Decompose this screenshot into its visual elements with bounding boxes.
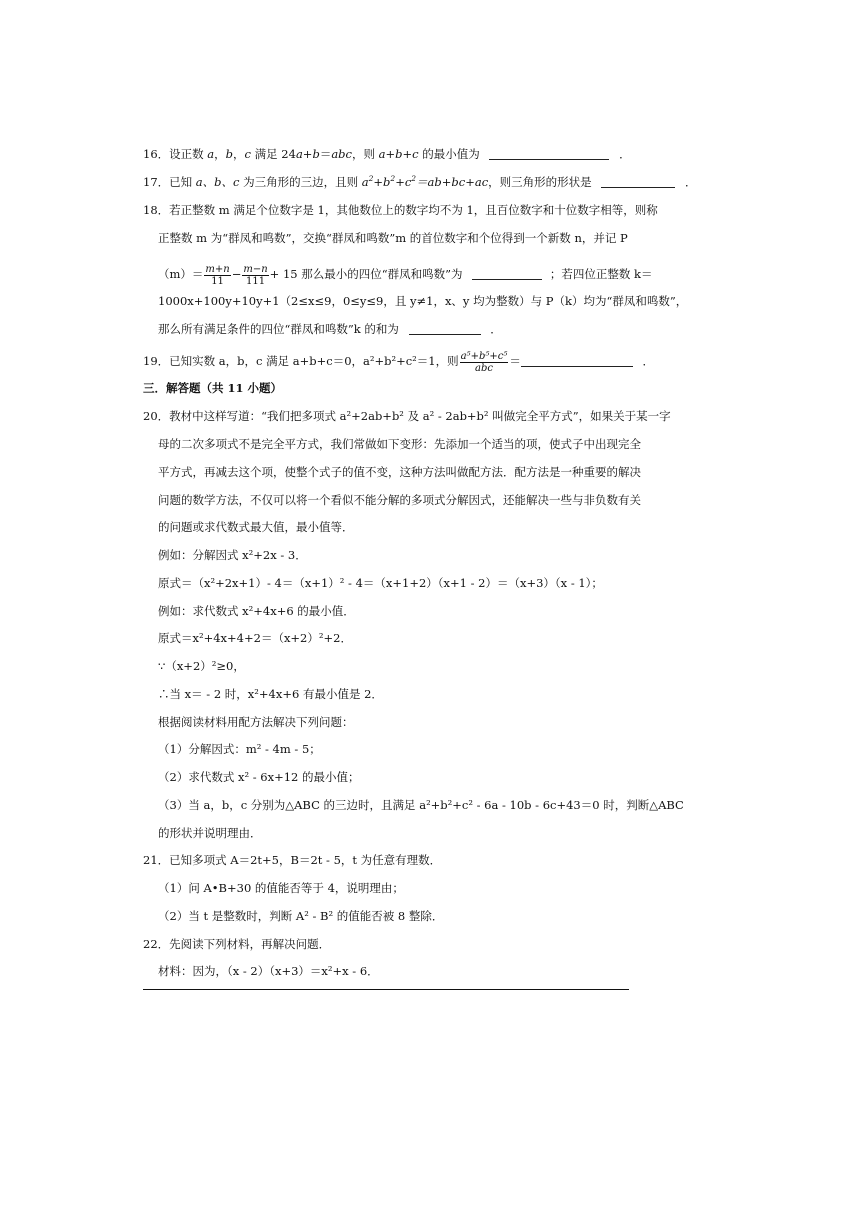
question-number: 18． (143, 203, 170, 217)
q16-text: 的最小值为 (418, 147, 480, 161)
question-20-line2: 母的二次多项式不是完全平方式，我们常做如下变形：先添加一个适当的项，使式子中出现完全 (158, 437, 641, 451)
question-20-line1 (143, 408, 671, 424)
var-c: c (412, 147, 419, 161)
q17-text: ，则三角形的形状是 (488, 175, 592, 189)
q16-text: 满足 24 (250, 147, 296, 161)
q18-end: ． (490, 322, 502, 336)
question-17 (143, 174, 696, 190)
q19-text: 已知实数 a，b，c 满足 a+b+c＝0，a²+b²+c²＝1，则 (169, 354, 459, 368)
question-18-line3 (158, 259, 652, 289)
question-19 (143, 346, 654, 376)
subquestion-2: （2）求代数式 x² - 6x+12 的最小值； (158, 770, 360, 784)
question-number: 16． (143, 147, 170, 161)
q18-text: − (231, 267, 242, 281)
fraction-denominator: 111 (245, 275, 266, 287)
answer-blank[interactable] (601, 175, 675, 188)
subquestion-1: （1）问 A•B+30 的值能否等于 4，说明理由； (158, 881, 404, 895)
answer-blank[interactable] (489, 147, 609, 160)
answer-blank[interactable] (521, 354, 633, 367)
q20-text: 教材中这样写道：“我们把多项式 a²+2ab+b² 及 a² - 2ab+b² 叫做完全平方式”，如果关于某一字 (169, 409, 671, 423)
q17-expr: $a^2+b^2+c^2$ (361, 174, 417, 189)
q16-text: ，则 (351, 147, 379, 161)
q18-text: 若正整数 m 满足个位数字是 1，其他数位上的数字均不为 1，且百位数字和十位数字相等，则称 (169, 203, 658, 217)
q18-text: ；若四位正整数 k＝ (549, 267, 653, 281)
q17-text: 为三角形的三边，且则 (239, 175, 362, 189)
fraction (242, 264, 268, 287)
question-20-line3: 平方式，再减去这个项，使整个式子的值不变，这种方法叫做配方法．配方法是一种重要的解决 (158, 465, 641, 479)
question-number: 22． (143, 937, 170, 951)
q18-text: 那么所有满足条件的四位“群凤和鸣数”k 的和为 (158, 322, 399, 336)
question-18-line2 (158, 230, 628, 246)
subquestion-1: （1）分解因式：m² - 4m - 5； (158, 742, 321, 756)
q17-end: ． (684, 175, 697, 189)
q16-text: + (385, 147, 396, 161)
question-number: 21． (143, 853, 170, 867)
question-number: 19． (143, 354, 170, 368)
question-18-line1 (143, 202, 658, 218)
fraction (204, 264, 230, 287)
q18-text: （m）＝ (158, 267, 204, 281)
question-16 (143, 146, 631, 162)
fraction-denominator: 11 (211, 275, 224, 287)
var-b: b (225, 147, 234, 161)
q16-text: + (302, 147, 313, 161)
example-2-solution: 原式＝x²+4x+4+2＝（x+2）²+2． (158, 631, 352, 645)
question-20-line5: 的问题或求代数式最大值，最小值等． (158, 520, 354, 534)
q22-text: 先阅读下列材料，再解决问题． (169, 937, 331, 951)
q19-end: ． (642, 354, 654, 368)
question-number: 20． (143, 409, 170, 423)
q16-text: + (402, 147, 413, 161)
question-18-line4 (158, 293, 687, 309)
material-line: 材料：因为，（x - 2）（x+3）＝x²+x - 6． (158, 964, 379, 978)
q16-text: ， (214, 147, 226, 161)
var-a: a (207, 147, 215, 161)
section-heading: 三．解答题（共 11 小题） (143, 381, 283, 395)
q16-text: ， (233, 147, 245, 161)
q16-text: 设正数 (169, 147, 208, 161)
fraction-numerator: a⁵+b⁵+c⁵ (460, 350, 508, 362)
fraction (460, 351, 509, 374)
question-number: 17． (143, 175, 170, 189)
question-20-line4: 问题的数学方法，不仅可以将一个看似不能分解的多项式分解因式，还能解决一些与非负数有关 (158, 493, 641, 507)
question-18-line5 (158, 321, 502, 337)
q16-text: ＝ (319, 147, 332, 161)
q17-text: 已知 (169, 175, 196, 189)
q21-text: 已知多项式 A＝2t+5，B＝2t - 5，t 为任意有理数． (169, 853, 442, 867)
fraction-denominator: abc (474, 362, 493, 374)
therefore-line: ∴当 x＝ - 2 时，x²+4x+6 有最小值是 2． (158, 687, 383, 701)
because-line: ∵（x+2）²≥0， (158, 659, 245, 673)
question-21 (143, 852, 441, 868)
var-b: b (312, 147, 320, 161)
subquestion-3: （3）当 a，b，c 分别为△ABC 的三边时，且满足 a²+b²+c² - 6a - 10b - 6c+43＝0 时，判断△ABC (158, 798, 684, 812)
example-1: 例如：分解因式 x²+2x - 3． (158, 548, 307, 562)
var-a: a (378, 147, 386, 161)
var-b: b (395, 147, 403, 161)
q19-text: ＝ (509, 354, 521, 368)
var-a: a (295, 147, 303, 161)
q17-expr-end: ＝ab+bc+ac (416, 175, 489, 189)
var-abc: abc (331, 147, 352, 161)
subquestion-3-cont: 的形状并说明理由． (158, 826, 262, 840)
example-1-solution: 原式＝（x²+2x+1）- 4＝（x+1）² - 4＝（x+1+2）（x+1 - 2）＝（x+3）（x - 1）； (158, 576, 603, 590)
question-22 (143, 936, 330, 952)
example-2: 例如：求代数式 x²+4x+6 的最小值． (158, 604, 355, 618)
q17-vars: a、b、c (195, 175, 240, 189)
q18-text: + 15 那么最小的四位“群凤和鸣数”为 (269, 267, 463, 281)
fraction-numerator: m−n (243, 263, 268, 275)
subquestion-2: （2）当 t 是整数时，判断 A² - B² 的值能否被 8 整除． (158, 909, 444, 923)
task-instruction: 根据阅读材料用配方法解决下列问题： (158, 715, 354, 729)
var-c: c (244, 147, 251, 161)
q16-end: ． (619, 147, 631, 161)
answer-blank[interactable] (472, 267, 542, 280)
fraction-numerator: m+n (205, 263, 230, 275)
q18-text: 1000x+100y+10y+1（2≤x≤9，0≤y≤9，且 y≠1，x、y 均为整数）与 P（k）均为“群凤和鸣数”， (158, 294, 688, 308)
answer-blank[interactable] (409, 322, 481, 335)
q18-text: 正整数 m 为“群凤和鸣数”，交换“群凤和鸣数”m 的首位数字和个位得到一个新数 n，并记 P (158, 231, 628, 245)
footer-divider (143, 989, 629, 990)
